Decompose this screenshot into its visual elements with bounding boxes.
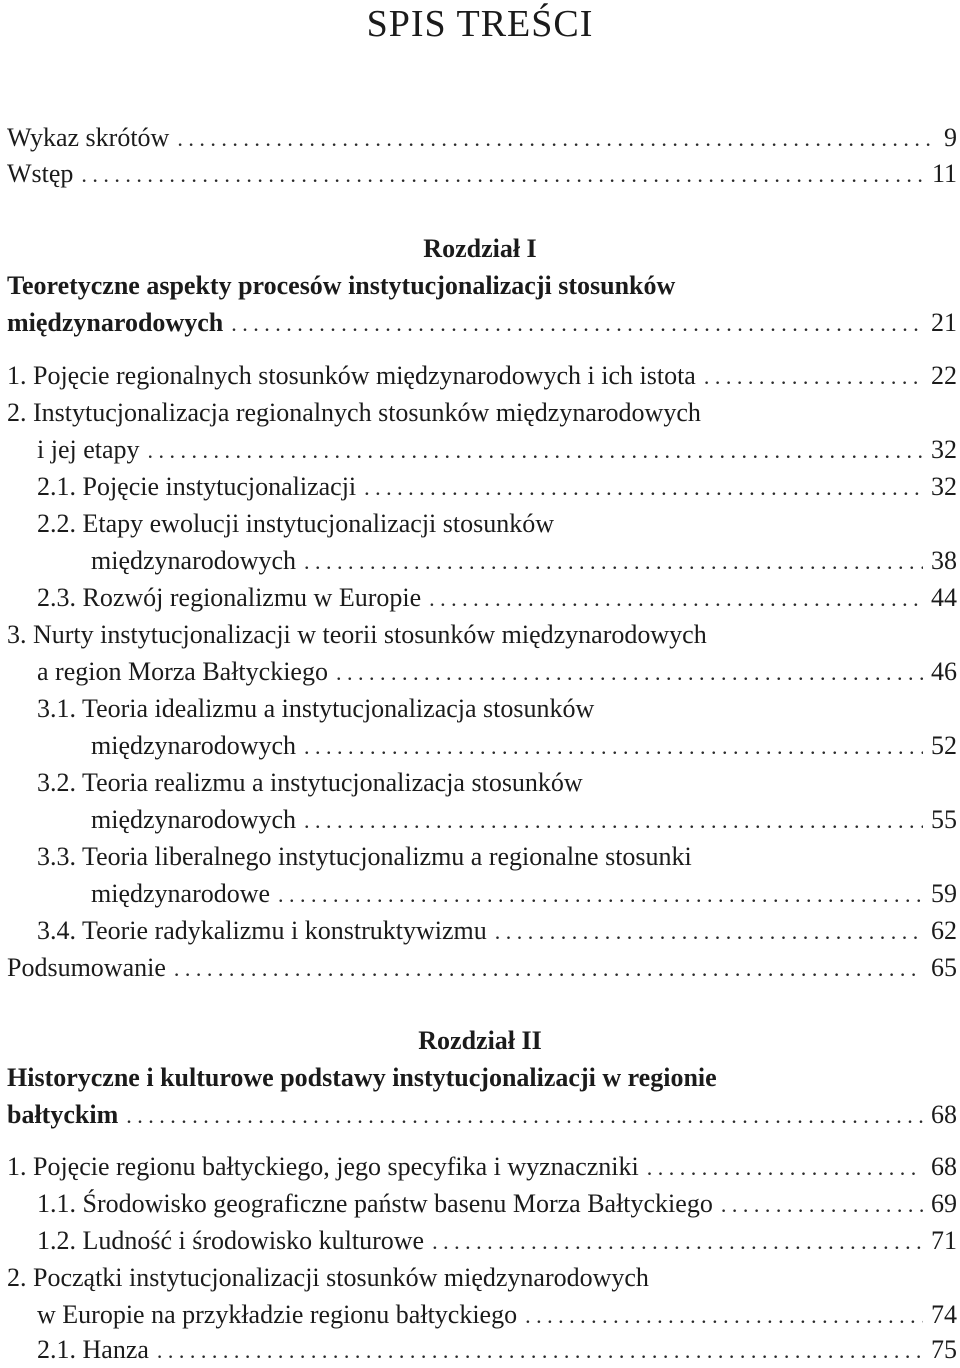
chapter-2-title-line1: Historyczne i kulturowe podstawy instytucjonalizacji w regionie	[7, 1063, 717, 1092]
toc-page-number: 68	[931, 1152, 957, 1181]
toc-page-number: 69	[931, 1189, 957, 1218]
dot-leader	[157, 1334, 923, 1368]
toc-entry[interactable]	[37, 1298, 957, 1333]
toc-page-number: 22	[931, 361, 957, 390]
chapter-2-heading: Rozdział II	[418, 1026, 542, 1055]
toc-page-number: 44	[931, 583, 957, 612]
toc-entry-label: bałtyckim	[7, 1100, 119, 1129]
dot-leader	[304, 545, 923, 579]
toc-entry[interactable]	[91, 877, 957, 912]
dot-leader	[495, 915, 923, 949]
dot-leader	[721, 1188, 923, 1222]
dot-leader	[304, 730, 923, 764]
dot-leader	[304, 804, 923, 838]
toc-entry-label: 2.1. Pojęcie instytucjonalizacji	[37, 472, 357, 501]
dot-leader	[278, 878, 923, 912]
toc-entry-label-line1: 3.3. Teoria liberalnego instytucjonalizmu a regionalne stosunki	[37, 842, 692, 871]
toc-page-number: 9	[944, 123, 957, 152]
dot-leader	[429, 582, 923, 616]
dot-leader	[704, 360, 923, 394]
toc-entry-label: 2.1. Hanza	[37, 1335, 149, 1364]
dot-leader	[177, 122, 936, 156]
toc-entry[interactable]	[37, 581, 957, 616]
toc-entry-label: międzynarodowych	[91, 546, 297, 575]
toc-entry-label: 1. Pojęcie regionalnych stosunków międzynarodowych i ich istota	[7, 361, 696, 390]
toc-entry-label: Wstęp	[7, 159, 74, 188]
toc-entry-label-line1: 2. Początki instytucjonalizacji stosunków międzynarodowych	[7, 1263, 649, 1292]
toc-page-number: 32	[931, 435, 957, 464]
toc-page-number: 71	[931, 1226, 957, 1255]
toc-entry[interactable]	[7, 359, 957, 394]
toc-entry-label-line1: 3.1. Teoria idealizmu a instytucjonalizacja stosunków	[37, 694, 595, 723]
toc-entry[interactable]	[37, 1224, 957, 1259]
toc-page-number: 32	[931, 472, 957, 501]
toc-entry-label: i jej etapy	[37, 435, 140, 464]
toc-page-number: 59	[931, 879, 957, 908]
dot-leader	[174, 952, 923, 986]
chapter-1-title-line1: Teoretyczne aspekty procesów instytucjonalizacji stosunków	[7, 271, 676, 300]
toc-entry-label: a region Morza Bałtyckiego	[37, 657, 328, 686]
dot-leader	[126, 1099, 923, 1133]
toc-entry-label-line1: 2.2. Etapy ewolucji instytucjonalizacji stosunków	[37, 509, 555, 538]
toc-entry[interactable]	[37, 655, 957, 690]
toc-entry[interactable]	[91, 803, 957, 838]
toc-entry-label: 1.2. Ludność i środowisko kulturowe	[37, 1226, 425, 1255]
toc-entry[interactable]	[37, 1187, 957, 1222]
toc-entry[interactable]	[91, 729, 957, 764]
toc-page-number: 62	[931, 916, 957, 945]
toc-entry-label: w Europie na przykładzie regionu bałtyckiego	[37, 1300, 518, 1329]
toc-entry[interactable]	[7, 1150, 957, 1185]
toc-entry-label: międzynarodowych	[91, 805, 297, 834]
toc-entry-label: 2.3. Rozwój regionalizmu w Europie	[37, 583, 422, 612]
dot-leader	[336, 656, 923, 690]
toc-entry[interactable]	[37, 470, 957, 505]
toc-entry[interactable]	[91, 544, 957, 579]
dot-leader	[525, 1299, 923, 1333]
toc-entry[interactable]	[37, 914, 957, 949]
toc-page-number: 74	[931, 1300, 957, 1329]
toc-page-number: 52	[931, 731, 957, 760]
toc-entry-label: Podsumowanie	[7, 953, 166, 982]
toc-entry-label: 1.1. Środowisko geograficzne państw basenu Morza Bałtyckiego	[37, 1189, 713, 1218]
toc-entry-label-line1: 3. Nurty instytucjonalizacji w teorii stosunków międzynarodowych	[7, 620, 707, 649]
page-title: SPIS TREŚCI	[366, 3, 594, 45]
toc-entry-chapter-2[interactable]	[7, 1098, 957, 1133]
chapter-1-heading: Rozdział I	[423, 234, 537, 263]
toc-entry-label: międzynarodowe	[91, 879, 271, 908]
toc-page-number: 38	[931, 546, 957, 575]
dot-leader	[81, 158, 924, 192]
toc-entry-label: 1. Pojęcie regionu bałtyckiego, jego specyfika i wyznaczniki	[7, 1152, 639, 1181]
dot-leader	[432, 1225, 923, 1259]
dot-leader	[647, 1151, 923, 1185]
toc-page-number: 11	[931, 159, 957, 188]
toc-entry-label: międzynarodowych	[7, 308, 224, 337]
toc-entry-label: Wykaz skrótów	[7, 123, 170, 152]
toc-entry-introduction[interactable]	[7, 157, 957, 192]
toc-page-number: 68	[931, 1100, 957, 1129]
toc-entry-summary[interactable]	[7, 951, 957, 986]
dot-leader	[148, 434, 923, 468]
toc-page-number: 65	[931, 953, 957, 982]
toc-page-number: 55	[931, 805, 957, 834]
toc-page-number: 75	[931, 1335, 957, 1364]
toc-page-number: 21	[931, 308, 957, 337]
toc-entry-abbreviations[interactable]	[7, 121, 957, 156]
toc-entry[interactable]	[37, 1333, 957, 1368]
toc-page-number: 46	[931, 657, 957, 686]
toc-entry[interactable]	[37, 433, 957, 468]
toc-entry-label-line1: 2. Instytucjonalizacja regionalnych stosunków międzynarodowych	[7, 398, 701, 427]
dot-leader	[364, 471, 923, 505]
dot-leader	[231, 307, 923, 341]
toc-entry-chapter-1[interactable]	[7, 306, 957, 341]
toc-entry-label-line1: 3.2. Teoria realizmu a instytucjonalizacja stosunków	[37, 768, 583, 797]
toc-entry-label: 3.4. Teorie radykalizmu i konstruktywizmu	[37, 916, 487, 945]
toc-entry-label: międzynarodowych	[91, 731, 297, 760]
